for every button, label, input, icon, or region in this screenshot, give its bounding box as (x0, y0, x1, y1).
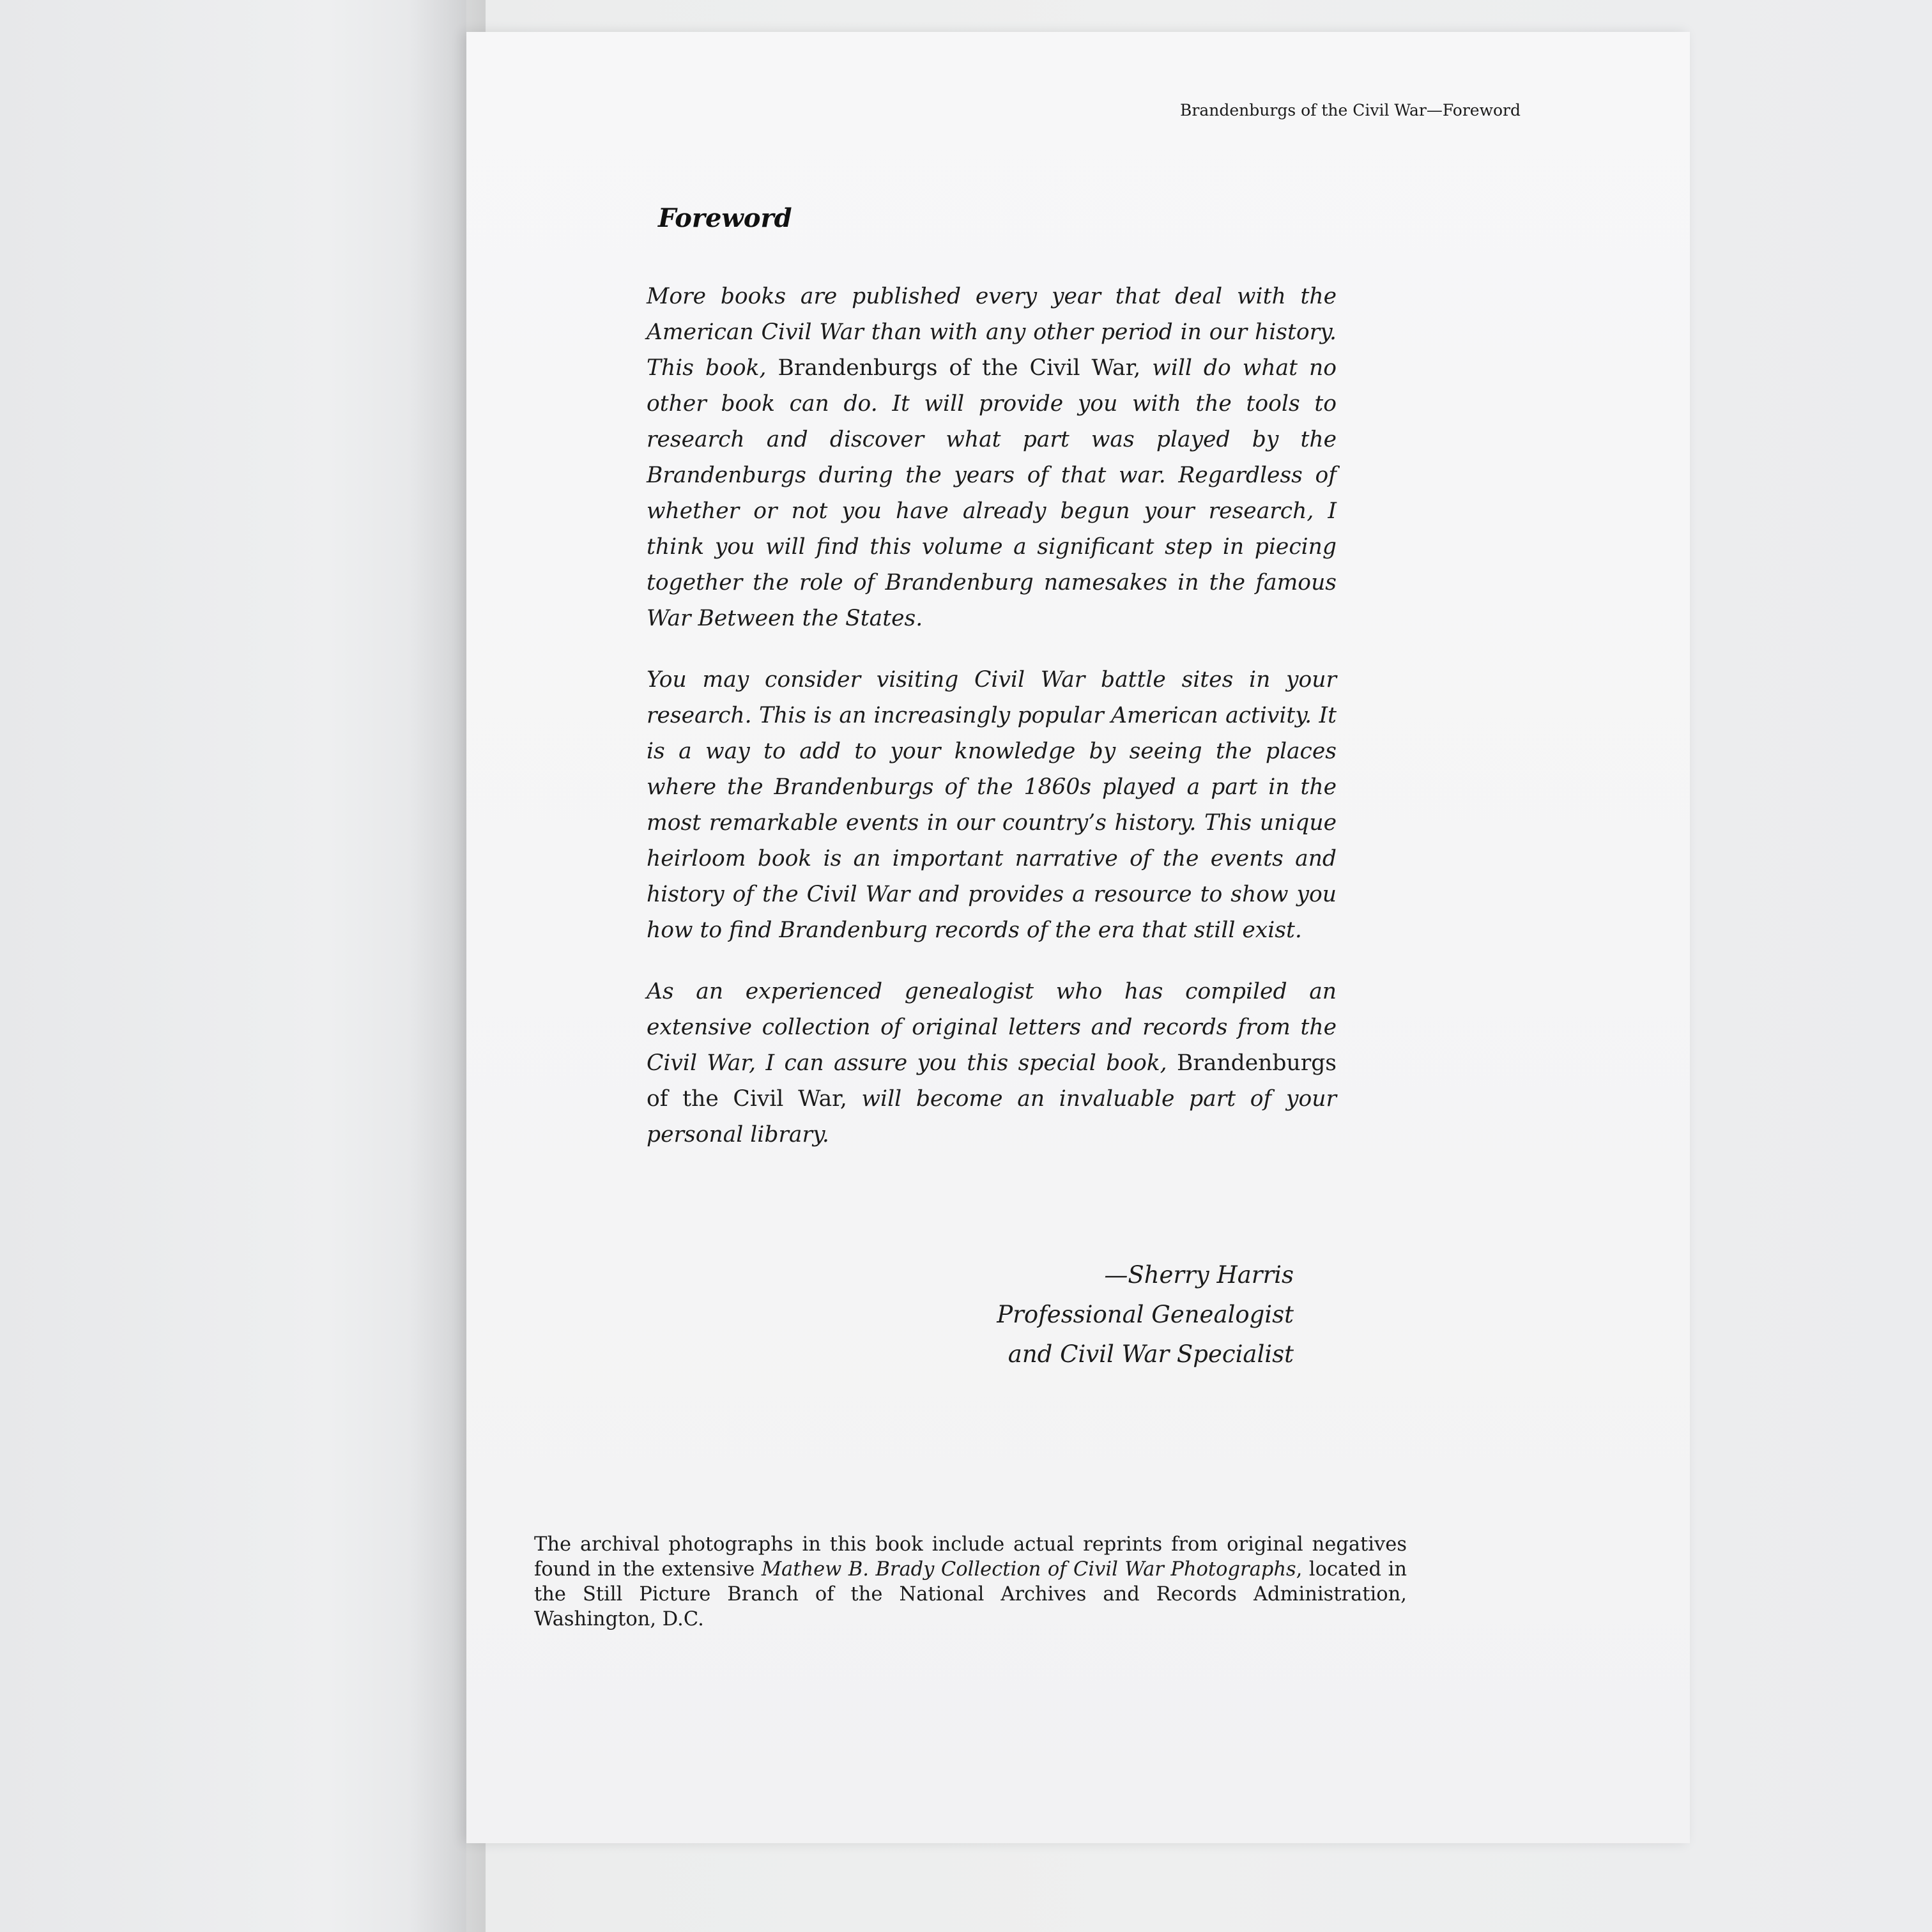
paragraph-1-text-b: will do what no other book can do. It will provide you with the tools to research and discover what part was played by the Brandenburgs during the years of that war. Regardless of whether or not you have already begun your research, I think you will find this volume a significant step in piecing together the role of Brandenburg namesakes in the famous War Between the States. (647, 355, 1337, 631)
running-head: Brandenburgs of the Civil War—Foreword (1180, 101, 1521, 119)
foreword-paragraph-1 (647, 279, 1337, 636)
paragraph-3-text-a: As an experienced genealogist who has compiled an extensive collection of original letters and records from the Civil War, I can assure you this special book, (647, 979, 1337, 1076)
facing-page (0, 0, 466, 1932)
book-title-reference: Brandenburgs of the Civil War, (647, 1050, 1337, 1112)
author-role-line-1: Professional Genealogist (997, 1301, 1294, 1328)
credit-text-a: The archival photographs in this book include actual reprints from original negatives found in the extensive (534, 1533, 1407, 1581)
book-title-reference: Brandenburgs of the Civil War, (778, 355, 1141, 381)
author-role-line-2: and Civil War Specialist (1008, 1340, 1294, 1368)
credit-text-b: , located in the Still Picture Branch of the National Archives and Records Administration, Washington, D.C. (534, 1558, 1407, 1630)
collection-name: Mathew B. Brady Collection of Civil War Photographs (761, 1558, 1296, 1581)
signature-block (958, 1255, 1294, 1374)
author-name: —Sherry Harris (1104, 1261, 1294, 1289)
foreword-paragraph-3 (647, 974, 1337, 1153)
foreword-body (647, 279, 1337, 1178)
foreword-paragraph-2: You may consider visiting Civil War battle sites in your research. This is an increasingly popular American activity. It is a way to add to your knowledge by seeing the places where the Brandenburgs of the 1860s played a part in the most remarkable events in our country’s history. This unique heirloom book is an important narrative of the events and history of the Civil War and provides a resource to show you how to find Brandenburg records of the era that still exist. (647, 667, 1337, 943)
paragraph-3-text-b: will become an invaluable part of your personal library. (647, 1086, 1337, 1147)
page-title: Foreword (658, 203, 792, 233)
photo-credit-note (534, 1532, 1407, 1632)
paragraph-1-text-a: More books are published every year that deal with the American Civil War than with any other period in our history. This book, (647, 284, 1337, 381)
